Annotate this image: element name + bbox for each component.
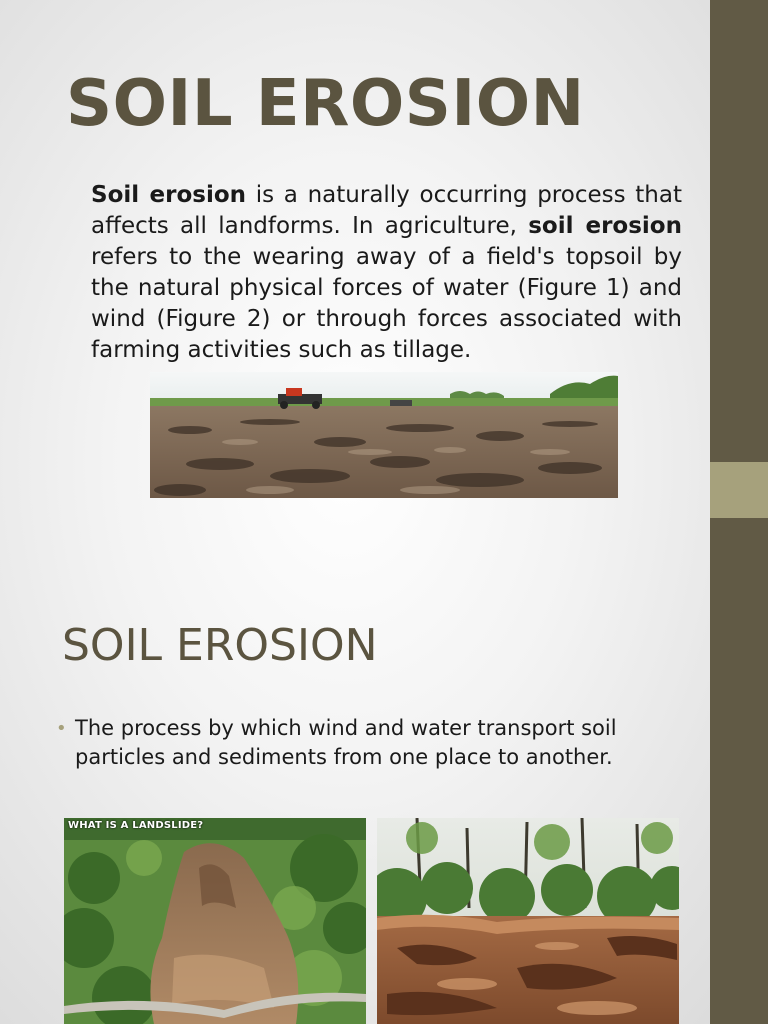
slide-1-title: SOIL EROSION [66, 67, 585, 141]
slide-1-paragraph [91, 180, 682, 392]
side-accent [710, 462, 768, 518]
bold-term-2: soil erosion [528, 213, 682, 239]
slide-2 [0, 512, 710, 1024]
tilled-field-photo [150, 372, 618, 498]
landslide-caption: WHAT IS A LANDSLIDE? [68, 820, 204, 831]
paragraph-text-2: refers to the wearing away of a field's topsoil by the natural physical forces of water (Figure 1) and wind (Figure 2) or through forces associated with farming activities such as tillage. [91, 244, 682, 363]
gully-erosion-photo [377, 818, 679, 1024]
bold-term-1: Soil erosion [91, 182, 247, 208]
slide-1 [0, 0, 710, 512]
landslide-photo [64, 818, 366, 1024]
bullet-list [56, 714, 656, 772]
slide-2-title: SOIL EROSION [62, 620, 378, 671]
paragraph-text-1: is a naturally occurring process that affects all landforms. In agriculture, [91, 182, 682, 239]
bullet-dot-icon: • [56, 718, 67, 739]
list-item [56, 714, 656, 772]
bullet-text: The process by which wind and water transport soil particles and sediments from one place to another. [75, 716, 617, 769]
